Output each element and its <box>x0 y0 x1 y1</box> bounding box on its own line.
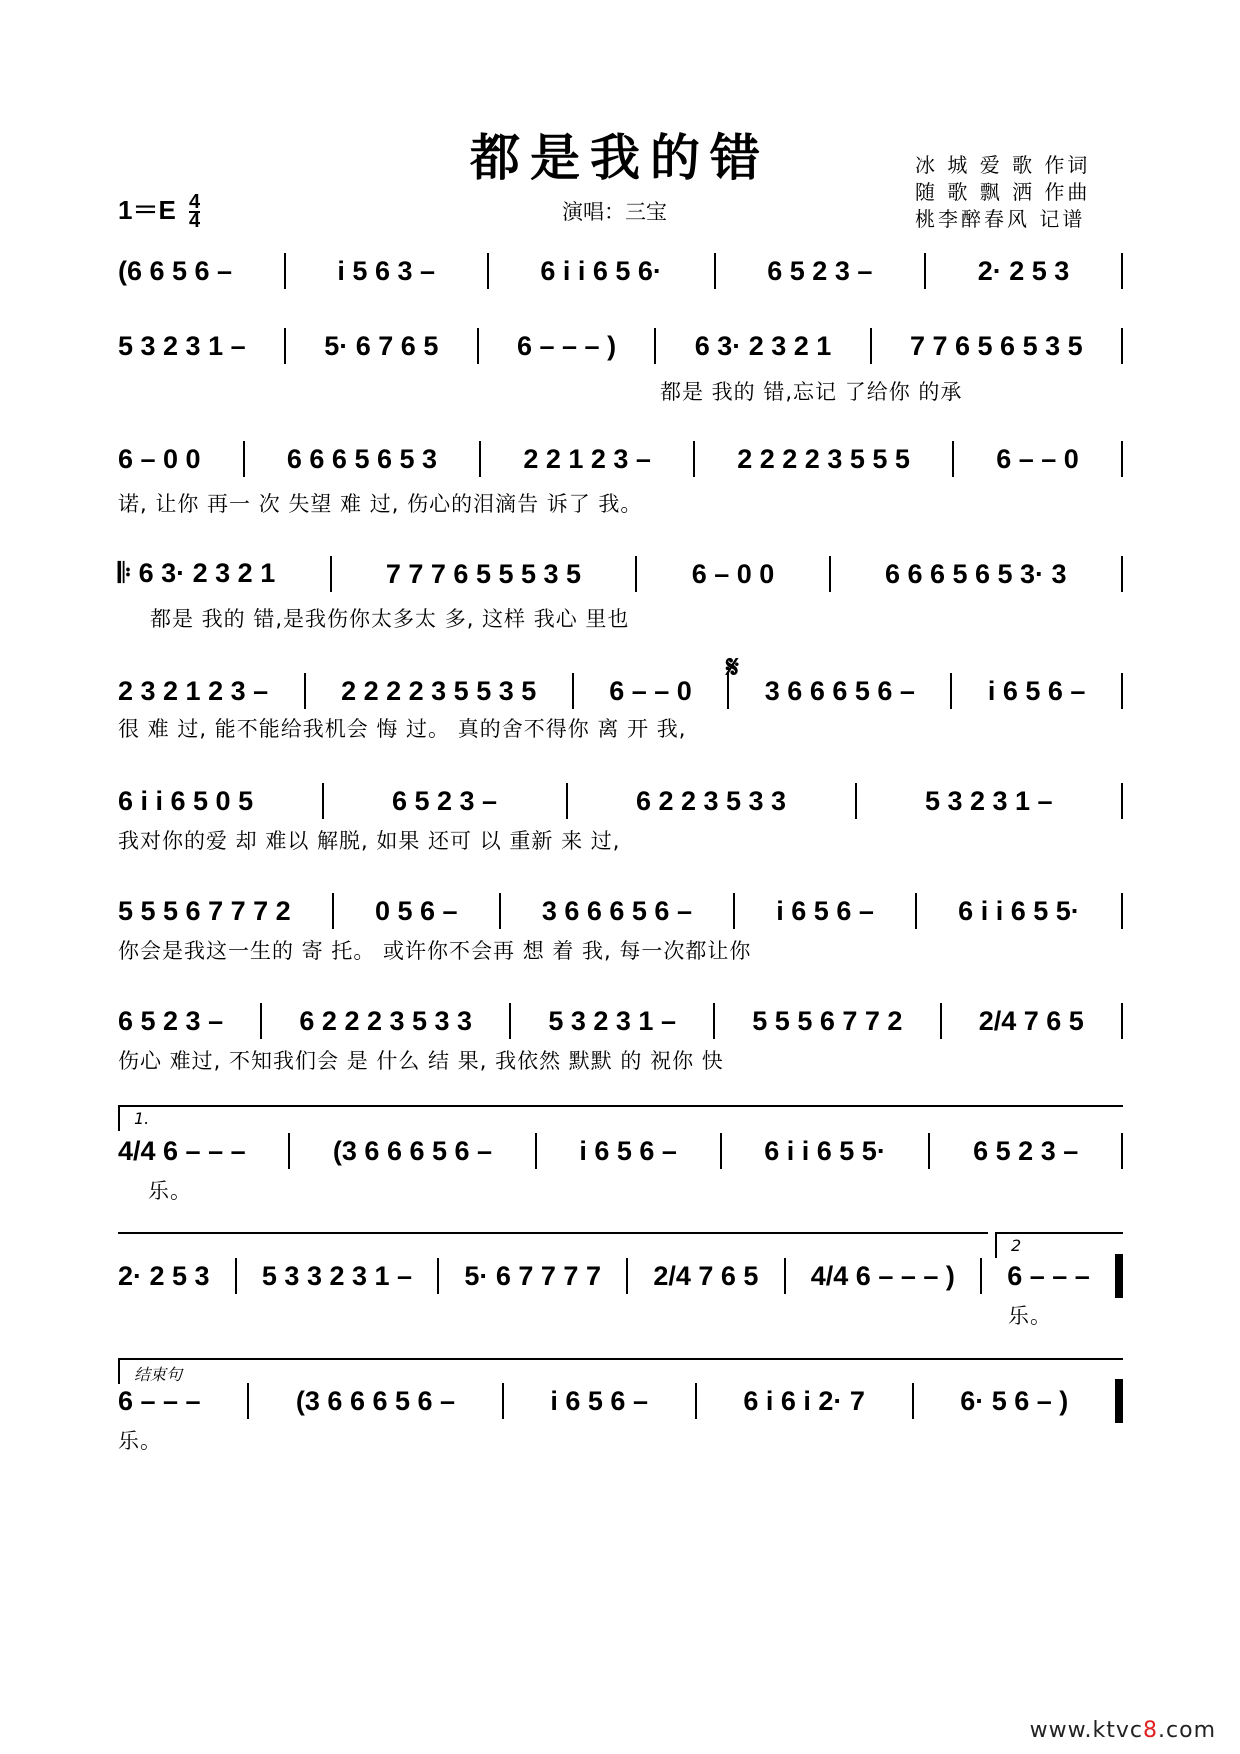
barline <box>940 1003 942 1039</box>
segno-sign: 𝄋 <box>726 650 739 685</box>
barline <box>322 783 324 819</box>
barline <box>1121 1133 1123 1169</box>
measure: 6 – – – ) <box>517 330 617 361</box>
barline <box>477 328 479 364</box>
barline <box>572 673 574 709</box>
time-signature <box>189 191 201 233</box>
barline <box>260 1003 262 1039</box>
song-title: 都是我的错 <box>470 128 770 187</box>
measure: 6 i 6 i 2· 7 <box>743 1385 865 1416</box>
barline <box>332 893 334 929</box>
barline <box>330 556 332 592</box>
measure: 4/4 6 – – – ) <box>810 1260 955 1291</box>
barline <box>284 328 286 364</box>
transcriber-credit: 桃李醉春风 记谱 <box>915 207 1086 231</box>
measure: 6 – – – <box>118 1385 201 1416</box>
measure: 2· 2 5 3 <box>977 255 1070 286</box>
measure: 5· 6 7 7 7 7 <box>464 1260 601 1291</box>
barline <box>714 253 716 289</box>
measure: i 6 5 6 – <box>987 675 1086 706</box>
time-bottom: 4 <box>189 210 201 233</box>
notation-row-2 <box>118 320 1123 372</box>
measure: 6 6 6 5 6 5 3 <box>286 443 438 474</box>
measure: i 5 6 3 – <box>337 255 435 286</box>
measure: 5 3 2 3 1 – <box>548 1005 676 1036</box>
barline <box>1121 253 1123 289</box>
key-signature <box>118 190 201 233</box>
barline <box>713 1003 715 1039</box>
first-ending-bracket: 1. <box>118 1105 1123 1131</box>
barline <box>509 1003 511 1039</box>
measure: 2 3 2 1 2 3 – <box>118 675 269 706</box>
measure: 5 5 5 6 7 7 7 2 <box>118 895 291 926</box>
measure: i 6 5 6 – <box>579 1135 677 1166</box>
measure: 6 – – 0 <box>609 675 692 706</box>
watermark-digit: 8 <box>1143 1718 1159 1743</box>
barline <box>635 556 637 592</box>
barline <box>829 556 831 592</box>
barline <box>952 441 954 477</box>
measure: 6 – – – <box>1007 1260 1090 1291</box>
measure: 6 i i 6 5 5· <box>958 895 1080 926</box>
barline <box>924 253 926 289</box>
barline <box>928 1133 930 1169</box>
notation-row-3 <box>118 433 1123 485</box>
barline <box>720 1133 722 1169</box>
notation-row-5 <box>118 665 1123 717</box>
measure: 2· 2 5 3 <box>118 1260 210 1291</box>
barline <box>235 1258 237 1294</box>
measure: 6 6 6 5 6 5 3· 3 <box>884 558 1067 589</box>
measure: 𝄆 6 3· 2 3 2 1 <box>118 558 276 588</box>
measure: (6 6 5 6 – <box>118 255 233 286</box>
measure: 4/4 6 – – – <box>118 1135 246 1166</box>
notation-row-6 <box>118 775 1123 827</box>
lyrics-row-7: 你会是我这一生的 寄 托。 或许你不会再 想 着 我, 每一次都让你 <box>118 939 752 963</box>
barline <box>1115 1254 1123 1298</box>
singer: 演唱：三宝 <box>562 200 667 224</box>
barline <box>1121 673 1123 709</box>
barline <box>1115 1379 1123 1423</box>
measure: 2 2 2 2 3 5 5 3 5 <box>341 675 537 706</box>
credits <box>915 152 1090 233</box>
measure: 6 2 2 2 3 5 3 3 <box>299 1005 473 1036</box>
measure: 6· 5 6 – ) <box>960 1385 1069 1416</box>
measure: 6 5 2 3 – <box>118 1005 224 1036</box>
barline <box>695 1383 697 1419</box>
barline <box>626 1258 628 1294</box>
lyrics-row-9: 乐。 <box>148 1179 192 1203</box>
composer-credit: 随 歌 飘 洒 作曲 <box>915 180 1091 204</box>
measure: 6 – – 0 <box>996 443 1079 474</box>
barline <box>499 893 501 929</box>
ending-phrase-bracket: 结束句 <box>118 1358 1123 1384</box>
barline <box>980 1258 982 1294</box>
barline <box>654 328 656 364</box>
measure: 6 5 2 3 – <box>973 1135 1079 1166</box>
barline <box>1121 1003 1123 1039</box>
measure: 5 3 3 2 3 1 – <box>261 1260 413 1291</box>
barline <box>855 783 857 819</box>
watermark-prefix: www.ktvc <box>1029 1718 1144 1743</box>
lyrics-row-10: 乐。 <box>1008 1304 1052 1328</box>
barline <box>870 328 872 364</box>
barline <box>284 253 286 289</box>
measure: i 6 5 6 – <box>776 895 874 926</box>
measure: 5 5 5 6 7 7 2 <box>752 1005 903 1036</box>
measure: 5· 6 7 6 5 <box>324 330 439 361</box>
notation-row-4 <box>118 548 1123 600</box>
lyricist-credit: 冰 城 爱 歌 作词 <box>915 153 1091 177</box>
measure: 7 7 6 5 6 5 3 5 <box>909 330 1083 361</box>
lyrics-row-3: 诺, 让你 再一 次 失望 难 过, 伤心的泪滴告 诉了 我。 <box>118 492 643 516</box>
watermark-suffix: .com <box>1158 1718 1216 1743</box>
barline <box>693 441 695 477</box>
lyrics-row-2: 都是 我的 错,忘记 了给你 的承 <box>660 380 963 404</box>
barline <box>288 1133 290 1169</box>
measure: 6 – 0 0 <box>118 443 201 474</box>
measure: 6 i i 6 5 0 5 <box>118 785 254 816</box>
notation-row-8 <box>118 995 1123 1047</box>
barline <box>1121 556 1123 592</box>
measure: 5 3 2 3 1 – <box>924 785 1053 816</box>
key-label: 1＝E <box>118 195 176 225</box>
barline <box>784 1258 786 1294</box>
measure: 6 2 2 3 5 3 3 <box>635 785 787 816</box>
measure: 6 i i 6 5 5· <box>764 1135 886 1166</box>
measure: 3 6 6 6 5 6 – <box>541 895 692 926</box>
barline <box>1121 328 1123 364</box>
lyrics-row-8: 伤心 难过, 不知我们会 是 什么 结 果, 我依然 默默 的 祝你 快 <box>118 1049 724 1073</box>
measure: 6 5 2 3 – <box>391 785 498 816</box>
site-watermark <box>1030 1718 1216 1743</box>
barline <box>1121 441 1123 477</box>
barline <box>733 893 735 929</box>
measure: 5 3 2 3 1 – <box>118 330 246 361</box>
notation-row-10 <box>118 1250 1123 1302</box>
barline <box>915 893 917 929</box>
time-top: 4 <box>189 191 201 214</box>
measure: 2/4 7 6 5 <box>978 1005 1084 1036</box>
measure: i 6 5 6 – <box>550 1385 648 1416</box>
barline <box>535 1133 537 1169</box>
barline <box>727 673 729 709</box>
lyrics-row-4: 都是 我的 错,是我伤你太多太 多, 这样 我心 里也 <box>150 607 630 631</box>
barline <box>1121 783 1123 819</box>
measure: 7 7 7 6 5 5 5 3 5 <box>385 558 582 589</box>
measure: 2 2 2 2 3 5 5 5 <box>737 443 910 474</box>
lyrics-row-5: 很 难 过, 能不能给我机会 悔 过。 真的舍不得你 离 开 我, <box>118 717 687 741</box>
measure: 2/4 7 6 5 <box>653 1260 759 1291</box>
measure: 3 6 6 6 5 6 – <box>764 675 915 706</box>
barline <box>912 1383 914 1419</box>
barline <box>487 253 489 289</box>
barline <box>304 673 306 709</box>
measure: 6 3· 2 3 2 1 <box>694 330 832 361</box>
barline <box>950 673 952 709</box>
notation-row-11 <box>118 1375 1123 1427</box>
measure: 2 2 1 2 3 – <box>523 443 651 474</box>
measure: (3 6 6 6 5 6 – <box>295 1385 456 1416</box>
measure: 0 5 6 – <box>374 895 458 926</box>
barline <box>566 783 568 819</box>
measure: (3 6 6 6 5 6 – <box>332 1135 493 1166</box>
barline <box>247 1383 249 1419</box>
barline <box>1121 893 1123 929</box>
notation-row-7 <box>118 885 1123 937</box>
measure: 6 5 2 3 – <box>767 255 873 286</box>
barline <box>479 441 481 477</box>
measure: 6 – 0 0 <box>691 558 775 589</box>
lyrics-row-6: 我对你的爱 却 难以 解脱, 如果 还可 以 重新 来 过, <box>118 829 621 853</box>
barline <box>437 1258 439 1294</box>
notation-row-1 <box>118 245 1123 297</box>
measure: 6 i i 6 5 6· <box>540 255 662 286</box>
barline <box>502 1383 504 1419</box>
notation-row-9 <box>118 1125 1123 1177</box>
barline <box>243 441 245 477</box>
second-ending-bracket: 2 <box>995 1232 1123 1258</box>
lyrics-row-11: 乐。 <box>118 1429 162 1453</box>
